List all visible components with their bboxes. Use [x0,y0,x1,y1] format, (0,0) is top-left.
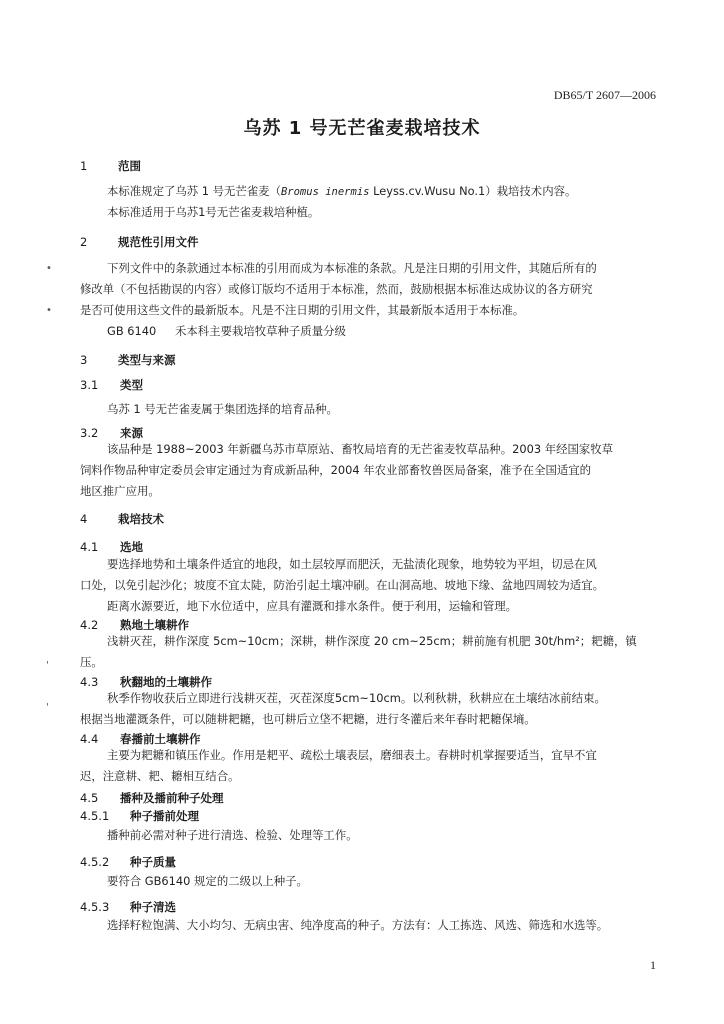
section-number: 4.5.3 [80,900,110,914]
paragraph-line: 秋季作物收获后立即进行浅耕灭茬，灭茬深度5cm~10cm。以利秋耕，秋耕应在土壤结冰前结束。 [107,691,606,705]
paragraph-line: 是否可使用这些文件的最新版本。凡是不注日期的引用文件，其最新版本适用于本标准。 [80,303,525,317]
subsection-heading [80,377,143,393]
paragraph-line: 饲料作物品种审定委员会审定通过为育成新品种，2004 年农业部畜牧兽医局备案，准予在全国适宜的 [80,463,592,477]
section-title: 种子播前处理 [130,809,199,823]
text-run: Leyss.cv.Wusu No.1）栽培技术内容。 [369,184,577,198]
section-title: 熟地土壤耕作 [120,618,189,632]
section-title: 种子质量 [130,855,176,869]
section-heading [80,511,164,527]
paragraph: 选择籽粒饱满、大小均匀、无病虫害、纯净度高的种子。方法有：人工拣选、风选、筛选和水选等。 [107,918,609,932]
paragraph-line: 浅耕灭茬，耕作深度 5cm~10cm；深耕，耕作深度 20 cm~25cm；耕前施有机肥 30t/hm²；耙耱，镇 [107,634,637,648]
section-title: 来源 [120,426,143,440]
paragraph-line: 下列文件中的条款通过本标准的引用而成为本标准的条款。凡是注日期的引用文件，其随后所有的 [107,261,597,275]
margin-mark: ' [46,660,49,671]
standard-code: DB65/T 2607—2006 [553,88,656,102]
section-title: 栽培技术 [118,512,164,526]
paragraph-line: 该品种是 1988~2003 年新疆乌苏市草原站、畜牧局培育的无芒雀麦牧草品种。2003 年经国家牧草 [107,442,614,456]
section-number: 4.2 [80,618,99,632]
paragraph: 播种前必需对种子进行清选、检验、处理等工作。 [107,828,358,842]
paragraph-line: 要选择地势和土壤条件适宜的地段，如土层较厚而肥沃，无盐渍化现象，地势较为平坦，切忌在风 [107,557,597,571]
section-title: 种子清选 [130,900,176,914]
section-number: 3 [80,353,88,367]
section-title: 秋翻地的土壤耕作 [120,675,212,689]
section-title: 范围 [118,159,141,173]
section-number: 2 [80,235,88,249]
section-heading [80,158,141,174]
section-title: 类型 [120,378,143,392]
section-number: 4.1 [80,540,99,554]
section-number: 4.5 [80,791,99,805]
paragraph: 要符合 GB6140 规定的二级以上种子。 [107,874,308,888]
subsubsection-heading [80,854,176,870]
section-title: 春播前土壤耕作 [120,732,201,746]
paragraph-line: 地区推广应用。 [80,484,160,498]
section-number: 3.1 [80,378,99,392]
paragraph-line: 迟，注意耕、耙、耱相互结合。 [80,769,240,783]
margin-mark: • [46,305,52,316]
section-number: 4 [80,512,88,526]
section-number: 4.4 [80,732,99,746]
subsection-heading [80,790,224,806]
text-run: 本标准规定了乌苏 1 号无芒雀麦（ [107,184,281,198]
margin-mark: ' [46,702,49,713]
paragraph-line: 口处，以免引起沙化；坡度不宜太陡，防治引起土壤冲刷。在山洞高地、坡地下缘、盆地四周较为适宜。 [80,578,604,592]
paragraph-line: 主要为耙耱和镇压作业。作用是耙平、疏松土壤表层，磨细表土。春耕时机掌握要适当，宜早不宜 [107,748,597,762]
paragraph-line: 根据当地灌溉条件，可以随耕耙耱，也可耕后立垡不耙耱，进行冬灌后来年春时耙耱保墒。 [80,712,536,726]
section-number: 3.2 [80,426,99,440]
paragraph: 乌苏 1 号无芒雀麦属于集团选择的培育品种。 [107,402,338,416]
section-title: 规范性引用文件 [118,235,199,249]
page-number: 1 [650,958,656,972]
section-heading [80,352,176,368]
section-heading [80,234,199,250]
latin-name: Bromus inermis [280,186,370,198]
paragraph-line: 修改单（不包括勘误的内容）或修订版均不适用于本标准，然而，鼓励根据本标准达成协议的各方研究 [80,282,593,296]
subsection-heading [80,539,143,555]
paragraph [107,181,656,203]
subsubsection-heading [80,899,176,915]
paragraph-line: 距离水源要近，地下水位适中，应具有灌溉和排水条件。便于利用，运输和管理。 [107,599,518,613]
section-title: 选地 [120,540,143,554]
paragraph-line: 压。 [80,655,103,669]
section-number: 4.5.1 [80,809,110,823]
section-number: 1 [80,159,88,173]
section-number: 4.5.2 [80,855,110,869]
subsubsection-heading [80,808,199,824]
reference-title: 禾本科主要栽培牧草种子质量分级 [175,324,346,338]
reference-entry [107,321,683,342]
section-title: 类型与来源 [118,353,176,367]
margin-mark: • [46,263,52,274]
section-title: 播种及播前种子处理 [120,791,224,805]
paragraph: 本标准适用于乌苏1号无芒雀麦栽培种植。 [107,205,320,219]
section-number: 4.3 [80,675,99,689]
reference-code: GB 6140 [107,324,157,338]
document-title: 乌苏 1 号无芒雀麦栽培技术 [243,118,481,139]
